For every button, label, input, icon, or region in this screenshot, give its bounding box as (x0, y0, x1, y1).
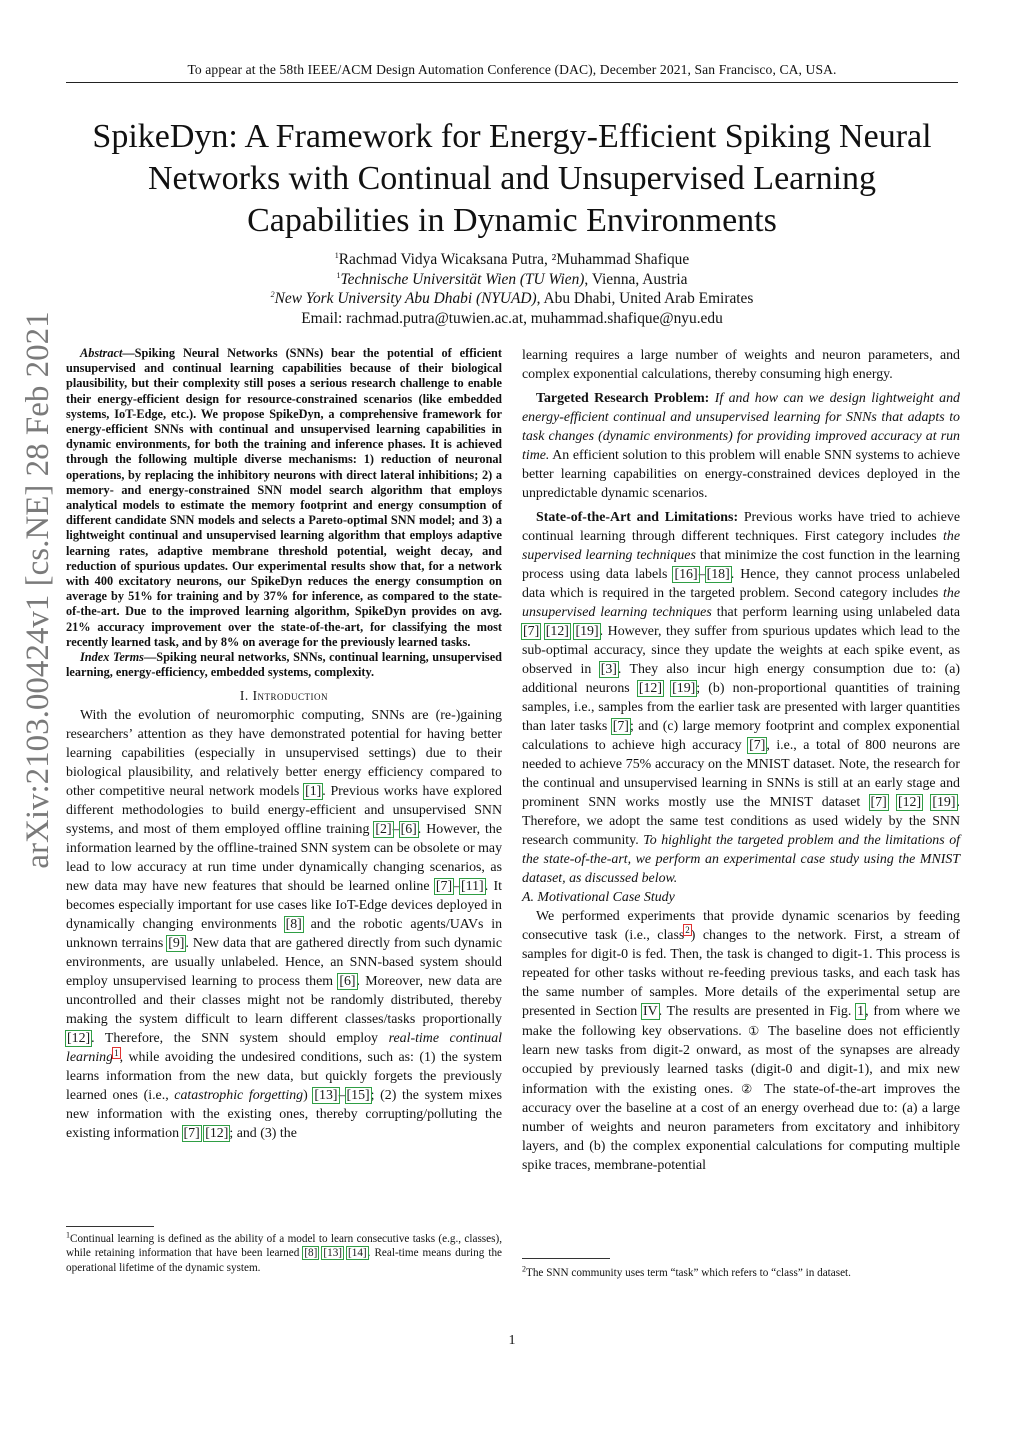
section-heading-introduction: I. Introduction (239, 688, 329, 704)
paper-title (66, 116, 958, 242)
targeted-research-problem: Targeted Research Problem: If and how can we design lightweight and energy-efficient continual and unsupervised learning for SNNs that adapts to task changes (dynamic environments) for providing improved accuracy at run time. An efficient solution to this problem will enable SNN systems to achieve better learning capabilities on energy-constrained devices deployed in the unpredictable dynamic scenarios. (522, 391, 960, 501)
header-rule (66, 82, 958, 83)
intro-continued: learning requires a large number of weights and neuron parameters, and complex exponential calculations, thereby consuming high energy. (522, 348, 960, 382)
title-line-1: SpikeDyn: A Framework for Energy-Efficient Spiking Neural (92, 118, 932, 155)
citation-link[interactable]: [9] (168, 936, 185, 952)
page-number: 1 (508, 1333, 516, 1348)
citation-link[interactable]: [6] (339, 974, 356, 990)
title-line-3: Capabilities in Dynamic Environments (247, 202, 777, 239)
citation-link[interactable]: [1] (305, 784, 322, 800)
observation-marker-1: ① (747, 1023, 762, 1038)
citation-link[interactable]: [19] (672, 681, 696, 696)
intro-paragraph: With the evolution of neuromorphic computing, SNNs are (re-)gaining researchers’ attention as they have demonstrated potential for having better learning capabilities (especially in unsupervised settings) due to their biological plausibility, and relatively better energy efficiency compared to other competitive neural network models [1]. Previous works have explored different methodologies to build energy-efficient and unsupervised SNN systems, and most of them employed offline training [2]–[6]. However, the information learned by the offline-trained SNN system can be obsolete or may lead to low accuracy at run time under dynamically changing scenarios, as new data may have new features that should be learned online [7]–[11]. It becomes especially important for use cases like IoT-Edge devices deployed in dynamically changing environments [8] and the robotic agents/UAVs in unknown terrains [9]. New data that are gathered directly from such dynamic environments, are usually unlabeled. Hence, an SNN-based system should employ unsupervised learning to process them [6]. Moreover, new data are uncontrolled and their classes might not be randomly distributed, thereby making the system difficult to learn different classes/tasks proportionally [12]. Therefore, the SNN system should employ real-time continual learning$^1$, while avoiding the undesired conditions, such as: (1) the system learns information from the new data, but quickly forgets the previously learned ones (i.e., catastrophic forgetting) [13]–[15]; (2) the system mixes new information with the existing ones, thereby corrupting/polluting the existing information [7] [12]; and (3) the (66, 708, 503, 1142)
citation-link[interactable]: [7] (612, 719, 629, 734)
citation-link[interactable]: [19] (575, 624, 599, 639)
footnote-link[interactable]: 1 (114, 1047, 119, 1058)
citation-link[interactable]: [7] (523, 624, 540, 639)
citation-link[interactable]: [6] (400, 822, 417, 838)
footnote-2: $^2$The SNN community uses term “task” which refers to “class” in dataset. (522, 1264, 851, 1279)
citation-link[interactable]: [12] (897, 795, 922, 810)
citation-link[interactable]: [7] (870, 795, 887, 810)
affiliation-2: $^2$New York University Abu Dhabi (NYUAD), Abu Dhabi, United Arab Emirates (270, 289, 754, 307)
footnote-1: $^1$Continual learning is defined as the ability of a model to learn consecutive tasks (e.g., classes), while retaining information that have been learned [8] [13] [14]. Real-time means during the operational lifetime of the dynamic system. (66, 1230, 502, 1274)
citation-link[interactable]: [8] (304, 1247, 318, 1260)
citation-link[interactable]: [16] (674, 567, 698, 582)
citation-link[interactable]: [15] (346, 1088, 370, 1104)
footnote-rule-right (522, 1258, 610, 1259)
figure-link[interactable]: 1 (857, 1004, 865, 1019)
citation-link[interactable]: [18] (706, 567, 730, 582)
index-terms: Index Terms—Spiking neural networks, SNNs, continual learning, unsupervised learning, energy-efficiency, embedded systems, complexity. (66, 650, 502, 680)
citation-link[interactable]: [3] (600, 662, 617, 677)
motivational-case-study-paragraph: We performed experiments that provide dynamic scenarios by feeding consecutive task (i.e., class$^2$) changes to the network. First, a stream of samples for digit-0 is fed. Then, the task is changed to digit-1. This process is repeated for other tasks without re-feeding previous tasks, and each task has the same number of samples. More details of the experimental setup are presented in Section IV. The results are presented in Fig. 1, from where we make the following key observations. ① The baseline does not efficiently learn new tasks from digit-2 onward, as most of the synapses are already occupied by previously learned tasks (digit-0 and digit-1), and mix new information with the existing ones. ② The state-of-the-art improves the accuracy over the baseline at a cost of an energy overhead due to: (a) a large number of weights and neuron parameters from excitatory and inhibitory layers, and (b) the complex exponential calculations for computing multiple spike traces, membrane-potential (522, 909, 960, 1173)
citation-link[interactable]: [12] (638, 681, 662, 696)
author-emails: Email: rachmad.putra@tuwien.ac.at, muhammad.shafique@nyu.edu (301, 309, 723, 327)
citation-link[interactable]: [13] (314, 1088, 338, 1104)
section-link[interactable]: IV (643, 1004, 658, 1019)
citation-link[interactable]: [7] (749, 738, 766, 753)
citation-link[interactable]: [12] (545, 624, 569, 639)
citation-link[interactable]: [14] (348, 1247, 367, 1260)
arxiv-watermark: arXiv:2103.00424v1 [cs.NE] 28 Feb 2021 (20, 311, 56, 869)
citation-link[interactable]: [2] (375, 822, 392, 838)
abstract: Abstract—Spiking Neural Networks (SNNs) bear the potential of efficient unsupervised and continual learning capabilities because of their biological plausibility, but their complexity still poses a serious research challenge to enable their energy-efficient design for resource-constrained scenarios (like embedded systems, IoT-Edge, etc.). We propose SpikeDyn, a comprehensive framework for energy-efficient SNNs with continual and unsupervised learning capabilities in dynamic environments, for both the training and inference phases. It is achieved through the following multiple diverse mechanisms: 1) reduction of neuronal operations, by replacing the inhibitory neurons with direct lateral inhibitions; 2) a memory- and energy-constrained SNN model search algorithm that employs analytical models to estimate the memory footprint and energy consumption of different candidate SNN models and selects a Pareto-optimal SNN model; and 3) a lightweight continual and unsupervised learning algorithm that employs adaptive learning rates, adaptive membrane threshold potential, weight decay, and reduction of spurious updates. Our experimental results show that, for a network with 400 excitatory neurons, our SpikeDyn reduces the energy consumption on average by 51% for training and by 37% for inference, as compared to the state-of-the-art. Due to the improved learning algorithm, SpikeDyn provides on avg. 21% accuracy improvement over the state-of-the-art, for classifying the most recently learned task, and by 8% on average for the previously learned tasks. (66, 346, 502, 649)
venue-header: To appear at the 58th IEEE/ACM Design Automation Conference (DAC), December 2021, San Francisco, CA, USA. (187, 62, 837, 77)
left-column (66, 346, 502, 1143)
state-of-the-art-paragraph: State-of-the-Art and Limitations: Previous works have tried to achieve continual learning through different techniques. First category includes the supervised learning techniques that minimize the cost function in the learning process using data labels [16]–[18]. Hence, they cannot process unlabeled data which is required in the targeted problem. Second category includes the unsupervised learning techniques that perform learning using unlabeled data [7] [12] [19]. However, they suffer from spurious updates which lead to the sub-optimal accuracy, since they update the weights at each spike event, as observed in [3]. They also incur high energy consumption due to: (a) additional neurons [12] [19]; (b) non-proportional quantities of training samples, i.e., samples from the earlier task are presented with larger quantities than later tasks [7]; and (c) large memory footprint and complex exponential calculations to achieve high accuracy [7], i.e., a total of 800 neurons are needed to achieve 75% accuracy on the MNIST dataset. Note, the research for the continual and unsupervised learning in SNNs is still at an early stage and prominent SNN works mostly use the MNIST dataset [7] [12] [19]. Therefore, we adopt the same test conditions as used widely by the SNN research community. To highlight the targeted problem and the limitations of the state-of-the-art, we perform an experimental case study using the MNIST dataset, as discussed below. (522, 510, 961, 886)
subsection-heading-motivational-case-study: A. Motivational Case Study (522, 890, 675, 905)
affiliation-1: $^1$Technische Universität Wien (TU Wien), Vienna, Austria (336, 270, 688, 288)
author-block (66, 250, 958, 328)
citation-link[interactable]: [12] (205, 1126, 229, 1142)
footnote-rule-left (66, 1226, 154, 1227)
footnote-link[interactable]: 2 (685, 925, 690, 936)
right-column (522, 346, 960, 1175)
citation-link[interactable]: [12] (67, 1031, 91, 1047)
citation-link[interactable]: [11] (461, 879, 484, 895)
citation-link[interactable]: [19] (932, 795, 956, 810)
citation-link[interactable]: [8] (285, 917, 302, 933)
citation-link[interactable]: [7] (183, 1126, 200, 1142)
title-line-2: Networks with Continual and Unsupervised Learning (147, 160, 877, 197)
citation-link[interactable]: [13] (323, 1247, 343, 1260)
citation-link[interactable]: [7] (435, 879, 453, 895)
author-names: $^1$Rachmad Vidya Wicaksana Putra, ²Muhammad Shafique (334, 250, 690, 268)
observation-marker-2: ② (740, 1081, 757, 1096)
